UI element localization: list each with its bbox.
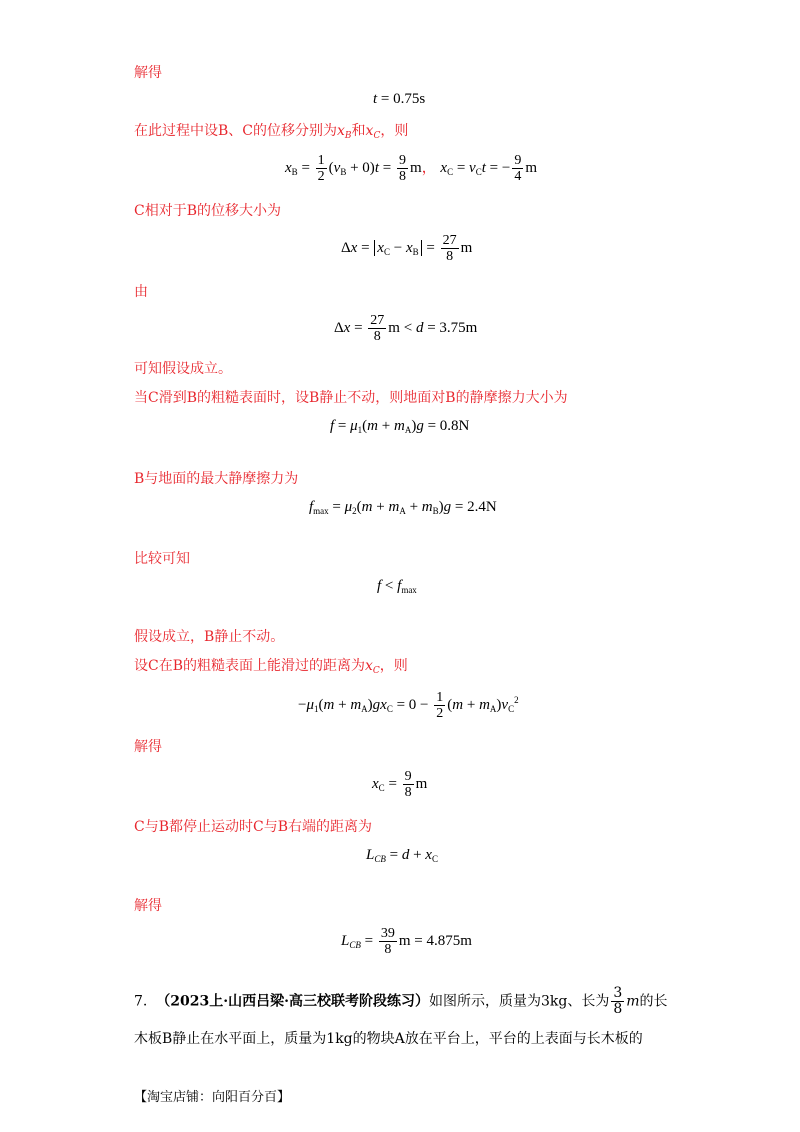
equation-time: t = 0.75s xyxy=(373,91,426,107)
solution-text-line: 比较可知 xyxy=(134,551,190,567)
solution-text-line: 在此过程中设B、C的位移分别为$x_B$和$x_C$，则 xyxy=(134,123,409,141)
equation-relative-displacement: $\Delta x = x_C - x_B$ = $\frac{27}{8}$ m xyxy=(341,233,473,264)
equation-max-friction: $f_{max} = \mu_2(m + m_A + m_B)g = 2.4N$ xyxy=(309,499,497,516)
equation-static-friction: $f = \mu_1(m + m_A)g = 0.8N$ xyxy=(330,418,470,435)
equation-final-distance: $L_{CB}$ = $\frac{39}{8}$ m = 4.875m xyxy=(341,926,472,957)
solution-text-line: 当C滑到B的粗糙表面时，设B静止不动，则地面对B的静摩擦力大小为 xyxy=(134,390,568,406)
equation-friction-comparison: $f < f_{max}$ xyxy=(377,578,417,595)
equation-comparison-d: Δx = $\frac{27}{8}$ m < d = 3.75m xyxy=(334,313,478,344)
solution-text-line: 解得 xyxy=(134,739,162,755)
equation-distance-cb: $L_{CB} = d + x_C$ xyxy=(366,847,438,864)
solution-text-line: C相对于B的位移大小为 xyxy=(134,203,281,219)
equation-slide-distance: $x_C$ = $\frac{9}{8}$ m xyxy=(372,769,428,800)
solution-text-line: C与B都停止运动时C与B右端的距离为 xyxy=(134,819,372,835)
equation-work-energy: $-\mu_1(m + m_A)gx_C = 0$ − $\frac{1}{2}$ $(m + m_A)v_C^2$ xyxy=(298,690,519,721)
solution-text-line: B与地面的最大静摩擦力为 xyxy=(134,471,299,487)
solution-text-line: 可知假设成立。 xyxy=(134,361,232,377)
shop-footer: 【淘宝店铺：向阳百分百】 xyxy=(134,1090,291,1105)
solution-text-line: 解得 xyxy=(134,65,162,81)
equation-displacements: $x_B$ = $\frac{1}{2}$ $(v_B + 0)t$ = $\frac{9}{8}$ m， $x_C = v_Ct$ = − $\frac{9}{4}$ m xyxy=(285,153,537,184)
question-line: 7. （2023上·山西吕梁·高三校联考阶段练习）如图所示，质量为3kg、长为 $\frac{3}{8}$ m的长 xyxy=(134,985,668,1017)
solution-text-line: 假设成立，B静止不动。 xyxy=(134,629,285,645)
solution-text-line: 由 xyxy=(134,284,148,300)
solution-text-line: 解得 xyxy=(134,898,162,914)
question-line: 木板B静止在水平面上，质量为1kg的物块A放在平台上，平台的上表面与长木板的 xyxy=(134,1031,643,1047)
solution-text-line: 设C在B的粗糙表面上能滑过的距离为$x_C$，则 xyxy=(134,658,408,676)
